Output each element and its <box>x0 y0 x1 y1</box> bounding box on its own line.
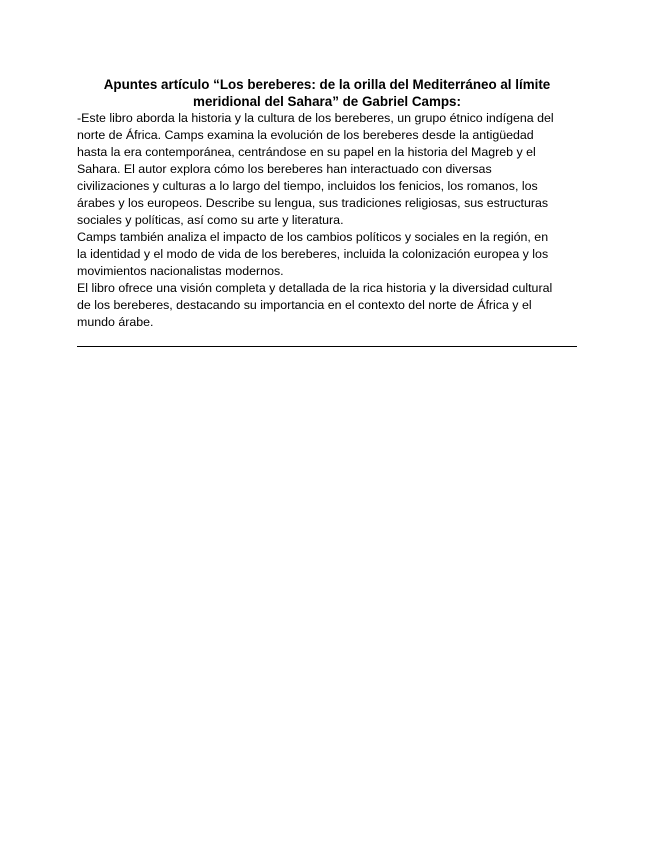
text-line: de los bereberes, destacando su importancia en el contexto del norte de África y el <box>77 298 532 312</box>
text-line: sociales y políticas, así como su arte y literatura. <box>77 213 344 227</box>
title-line: Apuntes artículo “Los bereberes: de la orilla del Mediterráneo al límite <box>103 77 551 92</box>
text-line: El libro ofrece una visión completa y detallada de la rica historia y la diversidad cultural <box>77 281 553 295</box>
paragraph-conclusion <box>77 280 577 331</box>
text-line: -Este libro aborda la historia y la cultura de los bereberes, un grupo étnico indígena del <box>77 111 554 125</box>
document-title <box>77 76 577 110</box>
text-line: árabes y los europeos. Describe su lengua, sus tradiciones religiosas, sus estructuras <box>77 196 549 210</box>
title-line: meridional del Sahara” de Gabriel Camps: <box>193 94 461 109</box>
text-line: civilizaciones y culturas a lo largo del tiempo, incluidos los fenicios, los romanos, los <box>77 179 538 193</box>
horizontal-rule <box>77 346 577 347</box>
text-line: hasta la era contemporánea, centrándose en su papel en la historia del Magreb y el <box>77 145 536 159</box>
text-line: Camps también analiza el impacto de los cambios políticos y sociales en la región, en <box>77 230 549 244</box>
text-line: Sahara. El autor explora cómo los bereberes han interactuado con diversas <box>77 162 492 176</box>
text-line: norte de África. Camps examina la evolución de los bereberes desde la antigüedad <box>77 128 534 142</box>
paragraph-summary <box>77 110 577 229</box>
text-line: movimientos nacionalistas modernos. <box>77 264 284 278</box>
document-body <box>77 76 577 331</box>
text-line: la identidad y el modo de vida de los bereberes, incluida la colonización europea y los <box>77 247 549 261</box>
paragraph-impact <box>77 229 577 280</box>
text-line: mundo árabe. <box>77 315 154 329</box>
